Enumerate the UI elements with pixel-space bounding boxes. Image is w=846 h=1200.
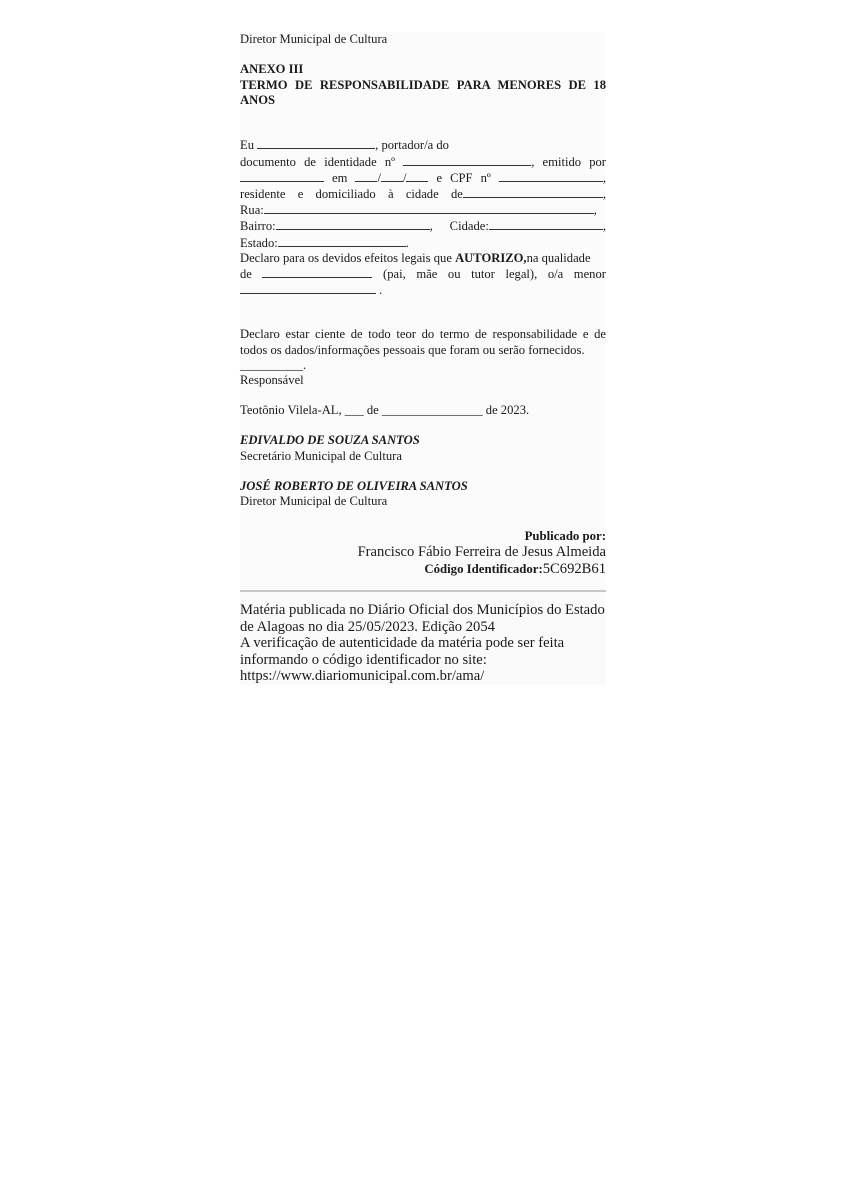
signer-role-2: Diretor Municipal de Cultura — [240, 494, 388, 509]
publication-block — [240, 529, 606, 578]
form-line-7: Estado: . — [240, 235, 409, 250]
city-blank — [463, 186, 603, 198]
guardian-blank — [262, 266, 372, 278]
place-date: Teotônio Vilela-AL, ___ de ________________ de 2023. — [240, 403, 530, 418]
header-role: Diretor Municipal de Cultura — [240, 32, 388, 46]
divider — [240, 590, 606, 592]
footer-verification-note: A verificação de autenticidade da matéria pode ser feita informando o código identificador no site: — [240, 635, 606, 668]
form-line-1: Eu , portador/a do — [240, 138, 449, 153]
annex-title: ANEXO III — [240, 62, 304, 77]
signer-name-2: JOSÉ ROBERTO DE OLIVEIRA SANTOS — [240, 478, 468, 493]
declaration-text: Declaro estar ciente de todo teor do termo de responsabilidade e de todos os dados/informações pessoais que foram ou serão fornecidos. — [240, 327, 606, 357]
street-blank — [264, 202, 594, 214]
signature-label: Responsável — [240, 373, 304, 388]
publication-footer — [240, 602, 606, 684]
state-blank — [278, 235, 406, 247]
form-line-6: Bairro: , Cidade: , — [240, 219, 606, 234]
publisher-name: Francisco Fábio Ferreira de Jesus Almeida — [357, 544, 606, 561]
form-line-2: documento de identidade nº , emitido por — [240, 154, 607, 169]
city2-blank — [489, 218, 603, 230]
autorizo-text: AUTORIZO, — [455, 250, 527, 265]
signer-name-1: EDIVALDO DE SOUZA SANTOS — [240, 433, 420, 448]
form-line-3: em / / e CPF nº , — [240, 170, 606, 186]
form-line-4: residente e domiciliado à cidade de , — [240, 187, 606, 202]
annex-subtitle: TERMO DE RESPONSABILIDADE PARA MENORES DE 18 ANOS — [240, 77, 606, 108]
footer-url[interactable]: https://www.diariomunicipal.com.br/ama/ — [240, 668, 606, 684]
document-blank — [403, 154, 531, 166]
footer-publication-note: Matéria publicada no Diário Oficial dos Municípios do Estado de Alagoas no dia 25/05/2023. Edição 2054 — [240, 602, 605, 635]
form-line-8: Declaro para os devidos efeitos legais que AUTORIZO,na qualidade — [240, 250, 591, 265]
form-line-9: de (pai, mãe ou tutor legal), o/a menor — [240, 267, 606, 282]
document-column — [240, 32, 606, 685]
form-line-10: . — [240, 282, 606, 298]
minor-blank — [240, 282, 376, 294]
form-line-5: Rua: , — [240, 203, 597, 218]
district-blank — [276, 218, 430, 230]
cpf-blank — [499, 170, 603, 182]
issuer-blank — [240, 170, 324, 182]
signature-line: __________. — [240, 357, 307, 372]
publication-label: Publicado por: — [524, 529, 606, 544]
name-blank — [257, 137, 375, 149]
identifier-code-line: Código Identificador:5C692B61 — [424, 561, 606, 578]
identifier-code: 5C692B61 — [542, 561, 606, 578]
signer-role-1: Secretário Municipal de Cultura — [240, 448, 402, 463]
